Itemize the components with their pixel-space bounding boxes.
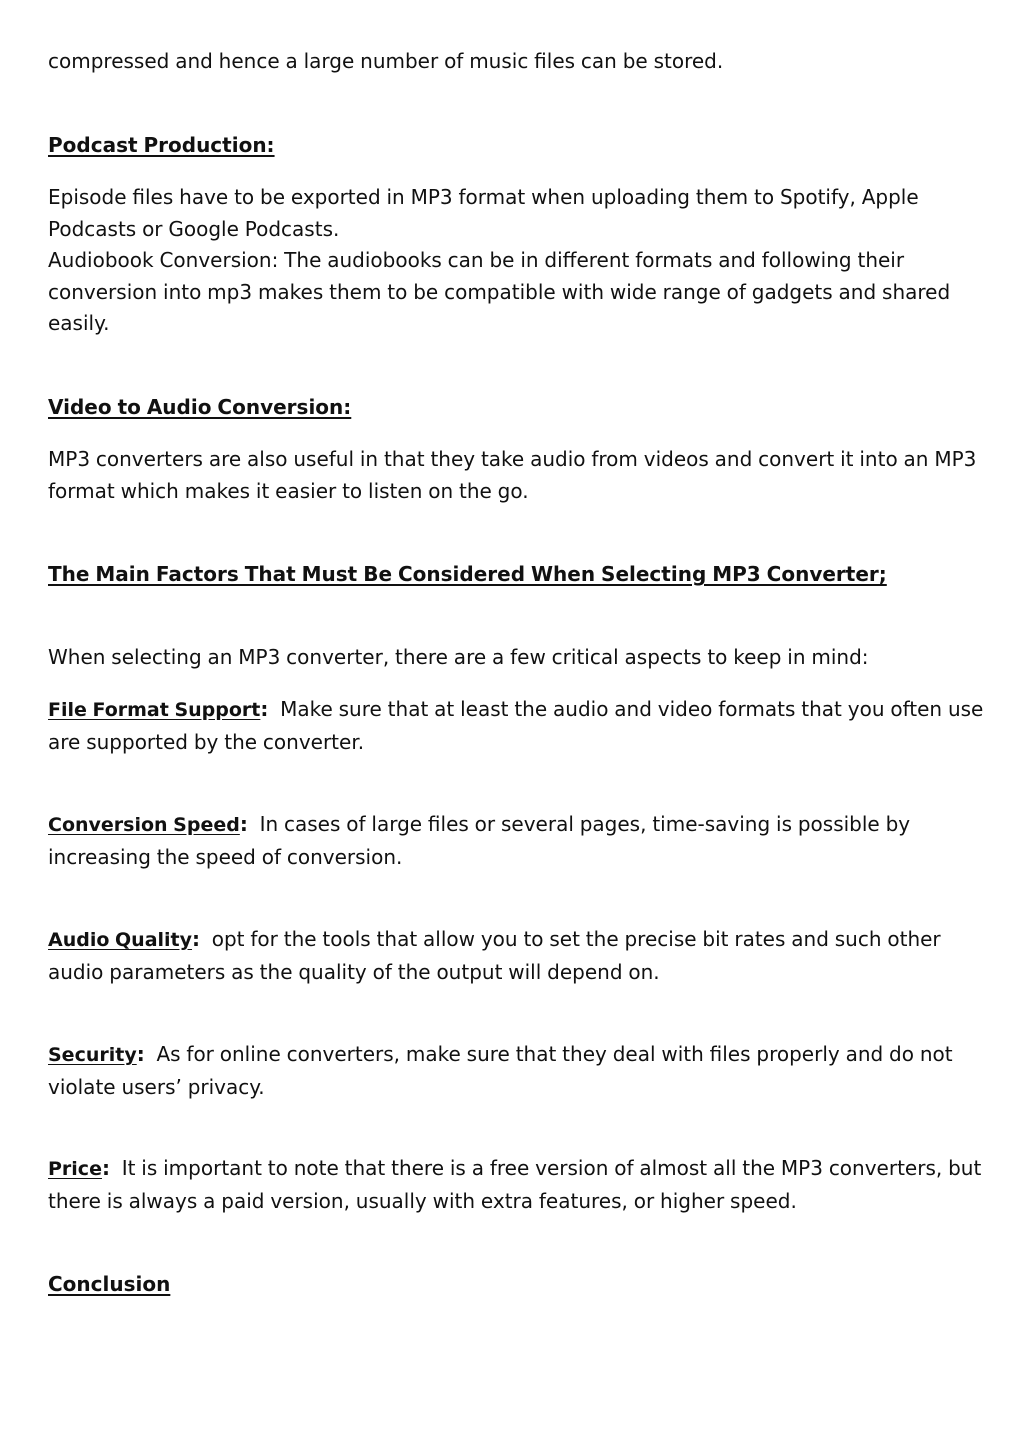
main-factors-heading: The Main Factors That Must Be Considered When Selecting MP3 Converter; — [48, 562, 887, 586]
factor-colon: : — [101, 1156, 110, 1180]
factor-file-format-support — [48, 694, 988, 758]
factor-conversion-speed — [48, 809, 988, 873]
podcast-episode-text: Episode files have to be exported in MP3 format when uploading them to Spotify, Apple Podcasts or Google Podcasts. — [48, 185, 919, 241]
factor-text: As for online converters, make sure that they deal with files properly and do not violate users’ privacy. — [48, 1042, 953, 1099]
factor-price — [48, 1153, 988, 1217]
conclusion-heading: Conclusion — [48, 1272, 171, 1296]
factors-intro-text: When selecting an MP3 converter, there are a few critical aspects to keep in mind: — [48, 645, 869, 669]
video-to-audio-heading: Video to Audio Conversion: — [48, 395, 352, 419]
factor-text: In cases of large files or several pages, time-saving is possible by increasing the speed of conversion. — [48, 812, 911, 869]
factor-audio-quality — [48, 924, 988, 988]
video-to-audio-text: MP3 converters are also useful in that they take audio from videos and convert it into an MP3 format which makes it easier to listen on the go. — [48, 447, 977, 503]
factor-colon: : — [136, 1042, 145, 1066]
factor-label: Security — [48, 1044, 137, 1066]
factor-label: Price — [48, 1158, 102, 1180]
podcast-production-heading: Podcast Production: — [48, 133, 275, 157]
factor-text: opt for the tools that allow you to set the precise bit rates and such other audio parameters as the quality of the output will depend on. — [48, 927, 941, 984]
factor-label: Conversion Speed — [48, 814, 240, 836]
factor-label: Audio Quality — [48, 929, 193, 951]
factor-colon: : — [239, 812, 248, 836]
factor-colon: : — [192, 927, 201, 951]
factor-label: File Format Support — [48, 699, 261, 721]
factor-text: Make sure that at least the audio and video formats that you often use are supported by the converter. — [48, 697, 984, 754]
factor-text: It is important to note that there is a free version of almost all the MP3 converters, but there is always a paid version, usually with extra features, or higher speed. — [48, 1156, 982, 1213]
audiobook-conversion-text: Audiobook Conversion: The audiobooks can be in different formats and following their conversion into mp3 makes them to be compatible with wide range of gadgets and shared easily. — [48, 248, 951, 335]
factor-security — [48, 1039, 988, 1103]
intro-continuation-text: compressed and hence a large number of music files can be stored. — [48, 49, 724, 73]
factor-colon: : — [260, 697, 269, 721]
